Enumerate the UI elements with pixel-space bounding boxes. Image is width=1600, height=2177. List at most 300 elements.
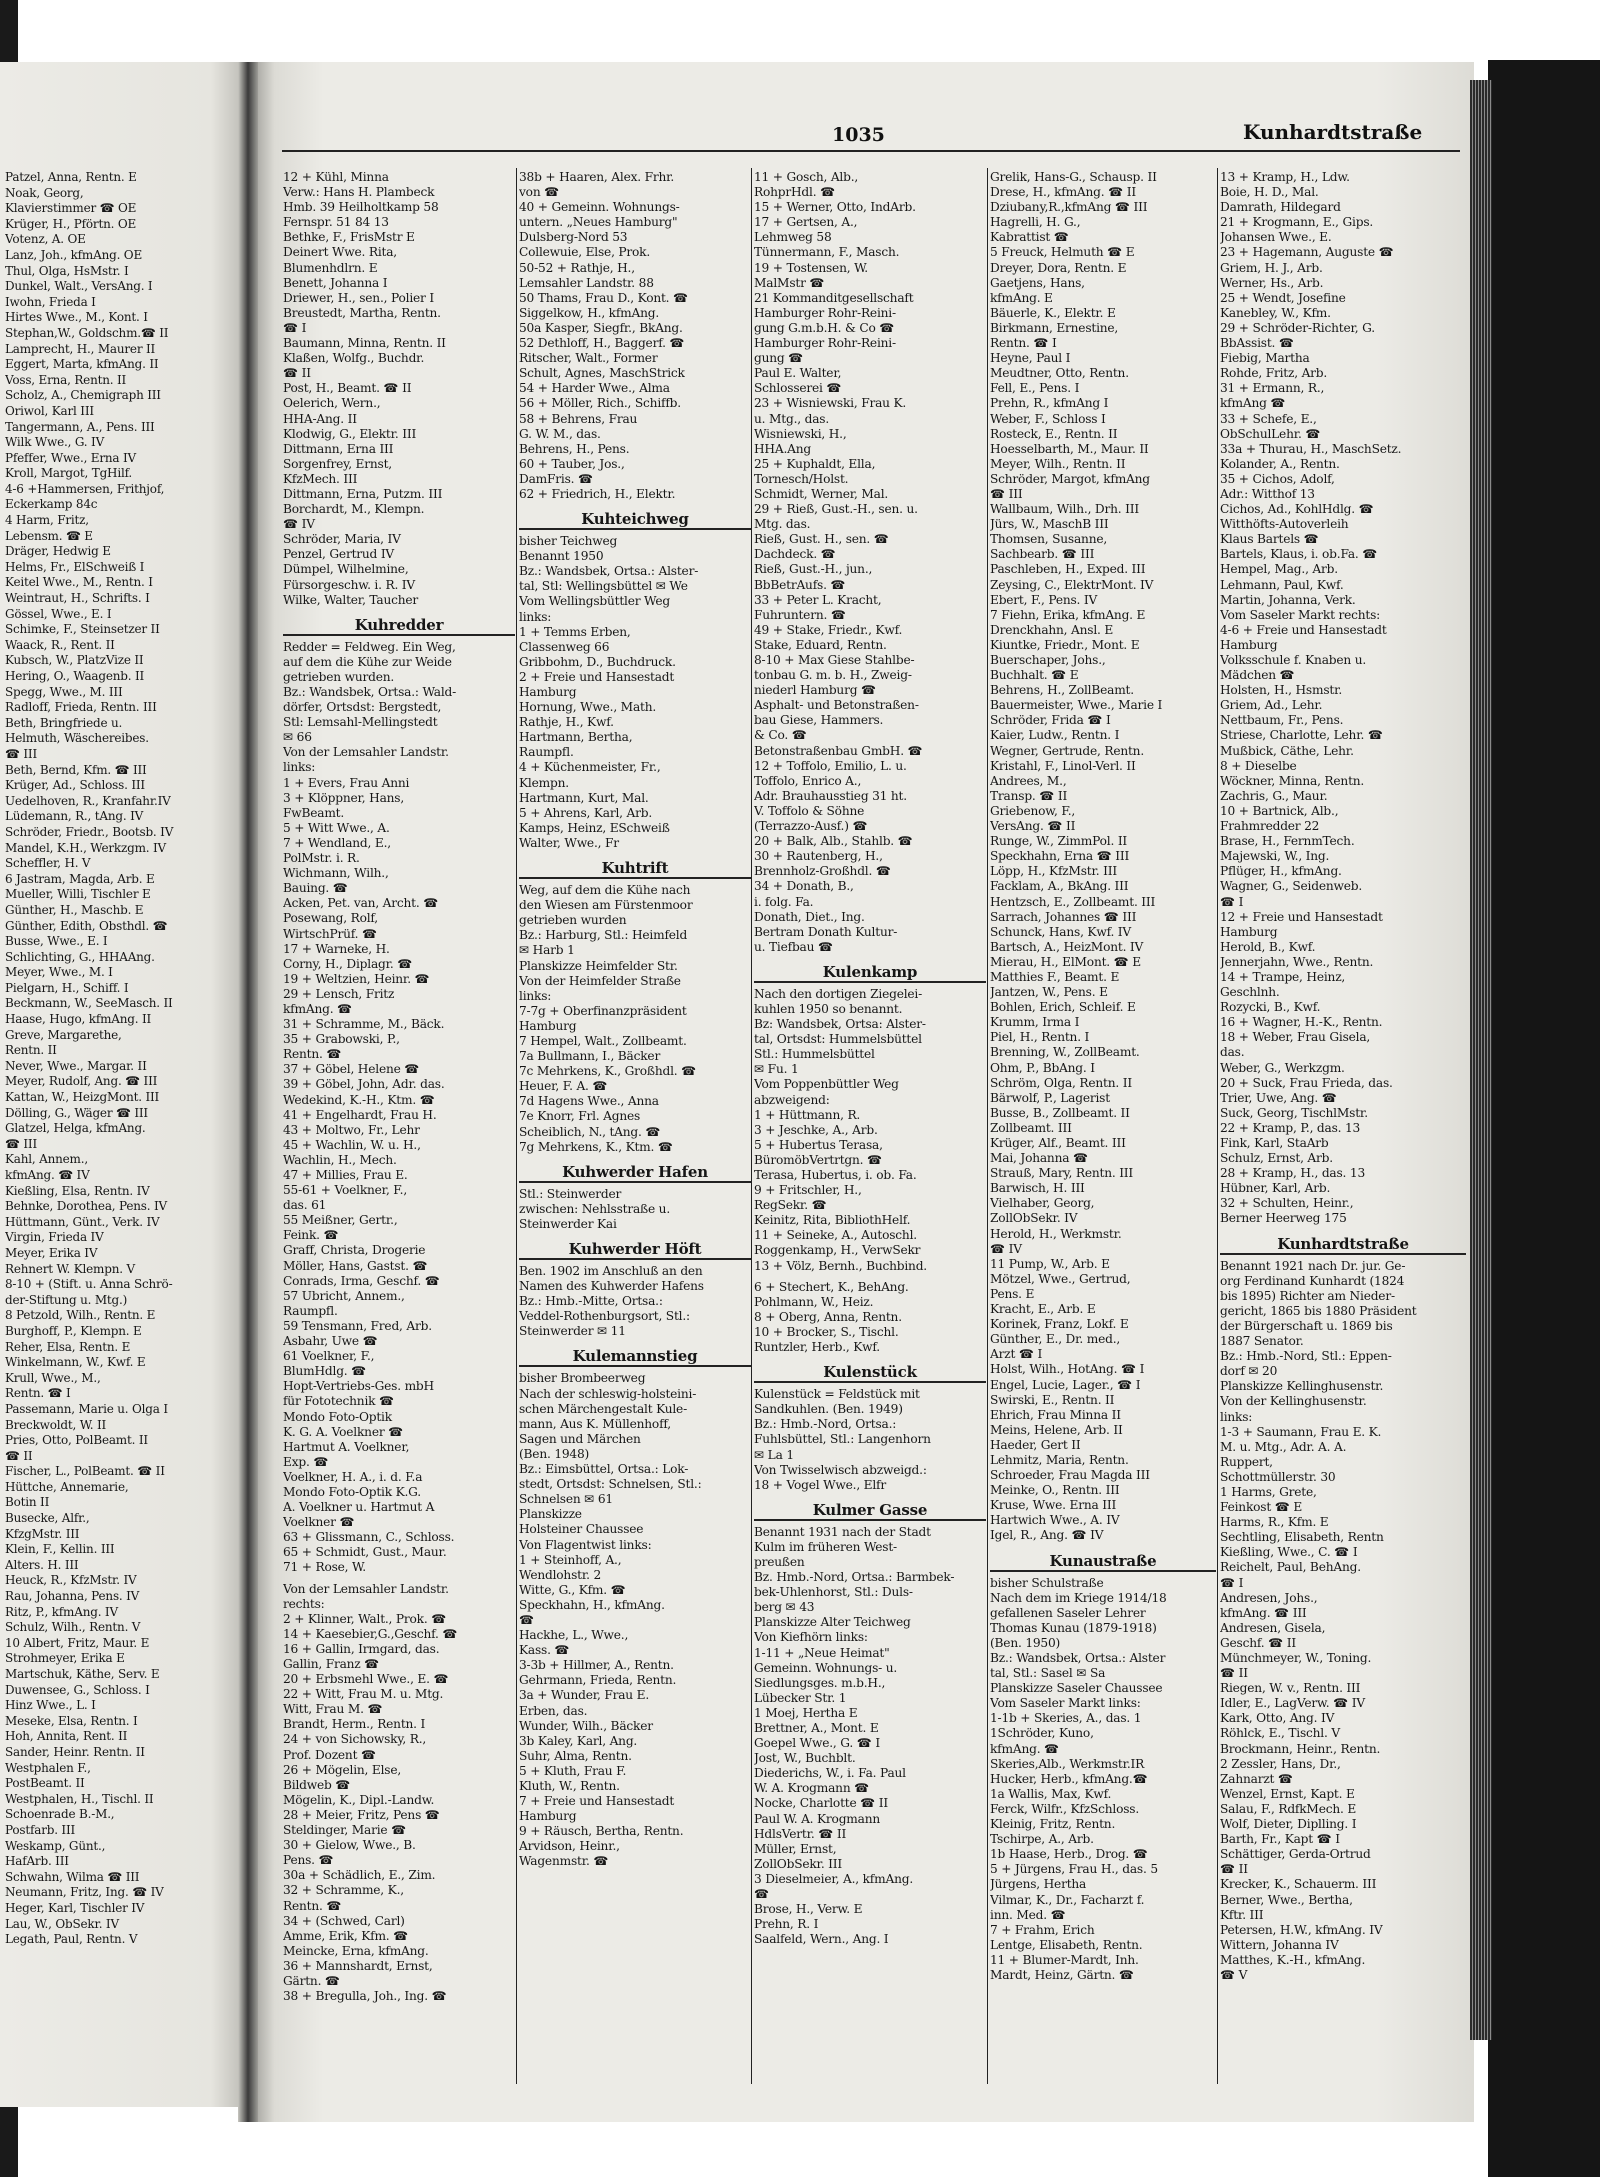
column-rule — [751, 168, 752, 2084]
directory-entry: Idler, E., LagVerw. ☎ IV — [1220, 1696, 1365, 1711]
directory-entry: Fink, Karl, StaArb — [1220, 1136, 1329, 1150]
directory-entry: 13 + Völz, Bernh., Buchbind. — [754, 1258, 927, 1273]
directory-entry: Matthies F., Beamt. E — [990, 969, 1120, 984]
directory-entry: 36 + Mannshardt, Ernst, — [283, 1958, 433, 1973]
street-note: Vom Poppenbüttler Weg — [754, 1077, 899, 1092]
directory-entry: Waack, R., Rent. II — [5, 637, 115, 652]
directory-entry: kfmAng. E — [990, 290, 1053, 305]
directory-entry: Schunck, Hans, Kwf. IV — [990, 924, 1132, 939]
directory-entry: 58 + Behrens, Frau — [519, 411, 638, 426]
directory-entry: von ☎ — [519, 185, 560, 200]
directory-entry: Vielhaber, Georg, — [990, 1196, 1095, 1211]
directory-entry: 1-3 + Saumann, Frau E. K. — [1220, 1424, 1382, 1439]
street-note: Bz. Hmb.-Nord, Ortsa.: Barmbek- — [754, 1570, 955, 1585]
spacer — [283, 608, 515, 614]
street-heading: Kunhardtstraße — [1220, 1235, 1466, 1255]
directory-entry: 1 + Temms Erben, — [519, 624, 631, 639]
spacer — [519, 1339, 751, 1345]
directory-entry: 1b Haase, Herb., Drog. ☎ — [990, 1847, 1148, 1862]
directory-entry: Voelkner, H. A., i. d. F.a — [283, 1469, 423, 1484]
directory-entry: 25 + Wendt, Josefine — [1220, 290, 1346, 305]
street-note: Nach der schleswig-holsteini- — [519, 1386, 697, 1401]
directory-entry: getrieben wurden. — [283, 669, 395, 684]
directory-entry: Fernspr. 51 84 13 — [283, 215, 389, 230]
street-note: Weg, auf dem die Kühe nach — [519, 883, 691, 898]
directory-entry: Amme, Erik, Kfm. ☎ — [283, 1928, 409, 1943]
directory-entry: Herold, H., Werkmstr. — [990, 1226, 1122, 1241]
directory-entry: Eckerkamp 84c — [5, 497, 98, 512]
directory-entry: Rentn. ☎ I — [5, 1386, 71, 1401]
street-note: Planskizze Kellinghusenstr. — [1220, 1379, 1384, 1394]
directory-entry: Patzel, Anna, Rentn. E — [5, 170, 137, 184]
directory-entry: Ruppert, — [1220, 1454, 1273, 1469]
directory-entry: Votenz, A. OE — [5, 232, 86, 247]
page-number: 1035 — [832, 124, 885, 146]
directory-entry: Witthöfts-Autoverleih — [1220, 517, 1349, 532]
directory-entry: ZollObSekr. IV — [990, 1211, 1078, 1226]
directory-entry: Dittmann, Erna, Putzm. III — [283, 486, 443, 501]
directory-entry: kfmAng. ☎ IV — [5, 1168, 90, 1182]
directory-entry: Meincke, Erna, kfmAng. — [283, 1943, 429, 1958]
directory-entry: Röhlck, E., Tischl. V — [1220, 1726, 1340, 1741]
directory-entry: Suhr, Alma, Rentn. — [519, 1748, 632, 1763]
directory-entry: Schlosserei ☎ — [754, 381, 842, 396]
directory-entry: Kroll, Margot, TgHilf. — [5, 466, 133, 481]
directory-entry: Scheffler, H. V — [5, 856, 91, 871]
directory-entry: 21 Kommanditgesellschaft — [754, 290, 914, 305]
directory-entry: Diederichs, W., i. Fa. Paul — [754, 1766, 906, 1781]
directory-entry: Klaus Bartels ☎ — [1220, 532, 1319, 547]
directory-entry: Virgin, Frieda IV — [5, 1230, 104, 1245]
directory-entry: ☎ — [754, 1887, 769, 1902]
directory-entry: 7a Bullmann, I., Bäcker — [519, 1049, 661, 1064]
directory-entry: Strohmeyer, Erika E — [5, 1651, 125, 1666]
directory-entry: Schröder, Margot, kfmAng — [990, 471, 1150, 486]
directory-entry: Wachlin, H., Mech. — [283, 1152, 397, 1167]
directory-entry: Arvidson, Heinr., — [519, 1839, 620, 1854]
directory-entry: ☎ I — [283, 320, 307, 335]
directory-entry: Brandt, Herm., Rentn. I — [283, 1717, 426, 1732]
directory-entry: Raumpfl. — [283, 1303, 338, 1318]
directory-entry: 55-61 + Voelkner, F., — [283, 1183, 408, 1198]
directory-entry: Busse, B., Zollbeamt. II — [990, 1105, 1130, 1120]
directory-entry: Bäuerle, K., Elektr. E — [990, 305, 1116, 320]
directory-entry: Corny, H., Diplagr. ☎ — [283, 956, 413, 971]
directory-entry: Schult, Agnes, MaschStrick — [519, 366, 685, 381]
directory-entry: 5 Freuck, Helmuth ☎ E — [990, 245, 1135, 260]
directory-entry: Meins, Helene, Arb. II — [990, 1422, 1123, 1437]
spacer — [519, 1155, 751, 1161]
directory-entry: 12 + Kühl, Minna — [283, 170, 389, 184]
directory-entry: Sander, Heinr. Rentn. II — [5, 1744, 145, 1759]
directory-entry: Mondo Foto-Optik — [283, 1409, 392, 1424]
directory-entry: Bz: Wandsbek, Ortsa: Alster- — [754, 1017, 926, 1032]
directory-entry: HHA-Ang. II — [283, 411, 357, 426]
directory-entry: Drenckhahn, Ansl. E — [990, 622, 1114, 637]
directory-entry: Griem, H. J., Arb. — [1220, 260, 1323, 275]
directory-entry: Hüttmann, Günt., Verk. IV — [5, 1214, 160, 1229]
directory-entry: Piel, H., Rentn. I — [990, 1030, 1090, 1045]
directory-entry: ☎ I — [1220, 894, 1244, 909]
directory-entry: Hamburger Rohr-Reini- — [754, 336, 896, 351]
directory-entry: 4-6 +Hammersen, Frithjof, — [5, 481, 165, 496]
directory-entry: Busse, Wwe., E. I — [5, 934, 108, 949]
directory-entry: 15 + Werner, Otto, IndArb. — [754, 200, 916, 215]
directory-entry: Wittern, Johanna IV — [1220, 1937, 1339, 1952]
directory-entry: Salau, F., RdfkMech. E — [1220, 1801, 1357, 1816]
street-note: Von der Lemsahler Landstr. — [283, 745, 449, 760]
directory-entry: Meyer, Wwe., M. I — [5, 965, 113, 980]
directory-entry: Botin II — [5, 1495, 50, 1510]
directory-entry: Alters. H. III — [5, 1557, 79, 1572]
directory-entry: Dreyer, Dora, Rentn. E — [990, 260, 1127, 275]
column-rule — [1217, 168, 1218, 2084]
directory-entry: Zollbeamt. III — [990, 1120, 1072, 1135]
directory-entry: 8 + Oberg, Anna, Rentn. — [754, 1309, 902, 1324]
directory-entry: berg ✉ 43 — [754, 1600, 815, 1615]
directory-entry: Wöckner, Minna, Rentn. — [1220, 773, 1365, 788]
spacer — [1220, 1227, 1466, 1233]
directory-entry: Barwisch, H. III — [990, 1181, 1085, 1196]
street-note: Bz.: Wandsbek, Ortsa.: Alster- — [519, 564, 699, 579]
directory-entry: 38b + Haaren, Alex. Frhr. — [519, 170, 675, 184]
directory-entry: Lehmitz, Maria, Rentn. — [990, 1452, 1129, 1467]
directory-entry: Radloff, Frieda, Rentn. III — [5, 700, 157, 715]
directory-entry: 71 + Rose, W. — [283, 1560, 366, 1575]
directory-entry: 29 + Schröder-Richter, G. — [1220, 320, 1375, 335]
directory-entry: 23 + Hagemann, Auguste ☎ — [1220, 245, 1394, 260]
directory-entry: Engel, Lucie, Lager., ☎ I — [990, 1377, 1141, 1392]
directory-entry: Schulz, Ernst, Arb. — [1220, 1151, 1333, 1166]
street-note: Von der Lemsahler Landstr. — [283, 1581, 449, 1596]
directory-entry: Lübecker Str. 1 — [754, 1690, 847, 1705]
directory-entry: Keitel Wwe., M., Rentn. I — [5, 575, 153, 590]
directory-entry: Nettbaum, Fr., Pens. — [1220, 713, 1344, 728]
directory-entry: Toffolo, Enrico A., — [754, 773, 862, 788]
directory-column-5 — [1220, 170, 1466, 2100]
street-note: Bz.: Hmb.-Mitte, Ortsa.: — [519, 1294, 663, 1309]
street-note: Von Flagentwist links: — [519, 1537, 652, 1552]
directory-entry: das. — [1220, 1045, 1245, 1060]
directory-entry: bis 1895) Richter am Nieder- — [1220, 1288, 1395, 1303]
directory-entry: 1 Moej, Hertha E — [754, 1705, 858, 1720]
directory-entry: Post, H., Beamt. ☎ II — [283, 381, 412, 396]
directory-column-1 — [283, 170, 515, 2100]
directory-entry: Collewuie, Else, Prok. — [519, 245, 651, 260]
directory-entry: 37 + Göbel, Helene ☎ — [283, 1062, 420, 1077]
directory-entry: Fell, E., Pens. I — [990, 381, 1080, 396]
directory-entry: Breustedt, Martha, Rentn. — [283, 305, 441, 320]
directory-entry: Brennholz-Großhdl. ☎ — [754, 864, 891, 879]
directory-entry: Stephan,W., Goldschm.☎ II — [5, 325, 169, 340]
directory-entry: Schröder, Maria, IV — [283, 532, 401, 547]
directory-entry: Uedelhoven, R., Kranfahr.IV — [5, 793, 171, 808]
directory-entry: Kanebley, W., Kfm. — [1220, 305, 1331, 320]
directory-entry: Kattan, W., HeizgMont. III — [5, 1090, 160, 1105]
directory-entry: Betonstraßenbau GmbH. ☎ — [754, 743, 923, 758]
directory-entry: 33 + Schefe, E., — [1220, 411, 1317, 426]
directory-entry: Gärtn. ☎ — [283, 1973, 340, 1988]
directory-entry: Stl: Lemsahl-Mellingstedt — [283, 715, 438, 730]
directory-entry: Klavierstimmer ☎ OE — [5, 201, 137, 216]
directory-entry: Hagrelli, H. G., — [990, 215, 1081, 230]
directory-entry: FwBeamt. — [283, 805, 345, 820]
directory-entry: Stl.: Hummelsbüttel — [754, 1047, 875, 1062]
directory-entry: 8-10 + Max Giese Stahlbe- — [754, 653, 915, 667]
directory-entry: 10 Albert, Fritz, Maur. E — [5, 1635, 150, 1650]
directory-entry: Schulz, Wilh., Rentn. V — [5, 1620, 141, 1635]
directory-entry: & Co. ☎ — [754, 728, 807, 743]
directory-entry: 7g Mehrkens, K., Ktm. ☎ — [519, 1139, 673, 1154]
directory-entry: Meyer, Wilh., Rentn. II — [990, 456, 1126, 471]
directory-entry: 7 + Wendland, E., — [283, 835, 391, 850]
directory-entry: Bauing. ☎ — [283, 881, 348, 896]
directory-entry: Meseke, Elsa, Rentn. I — [5, 1713, 138, 1728]
directory-entry: Kahl, Annem., — [5, 1152, 88, 1167]
directory-entry: Mueller, Willi, Tischler E — [5, 887, 151, 902]
directory-entry: Lau, W., ObSekr. IV — [5, 1916, 119, 1931]
directory-entry: Griebenow, F., — [990, 803, 1076, 818]
directory-entry: Fuhlsbüttel, Stl.: Langenhorn — [754, 1432, 931, 1447]
directory-entry: Voelkner ☎ — [283, 1515, 355, 1530]
directory-entry: 9 + Räusch, Bertha, Rentn. — [519, 1824, 684, 1839]
directory-entry: Heger, Karl, Tischler IV — [5, 1900, 145, 1915]
directory-entry: Zahnarzt ☎ — [1220, 1771, 1293, 1786]
street-note: Bz.: Hmb.-Nord, Stl.: Eppen- — [1220, 1349, 1392, 1364]
street-note: Von Kiefhörn links: — [754, 1630, 868, 1645]
directory-entry: Siedlungsges. m.b.H., — [754, 1675, 886, 1690]
directory-entry: Deinert Wwe. Rita, — [283, 245, 397, 260]
directory-entry: 4 + Küchenmeister, Fr., — [519, 760, 661, 775]
column-rule — [516, 168, 517, 2084]
directory-entry: Kubsch, W., PlatzVize II — [5, 653, 144, 668]
spacer — [754, 1355, 986, 1361]
directory-entry: Transp. ☎ II — [990, 788, 1068, 803]
directory-entry: ☎ V — [1220, 1967, 1248, 1982]
directory-entry: K. G. A. Voelkner ☎ — [283, 1424, 404, 1439]
directory-entry: 20 + Balk, Alb., Stahlb. ☎ — [754, 834, 913, 849]
directory-entry: ☎ II — [1220, 1666, 1248, 1681]
directory-entry: 22 + Witt, Frau M. u. Mtg. — [283, 1687, 444, 1702]
directory-entry: Hinz Wwe., L. I — [5, 1698, 96, 1713]
directory-entry: Hackhe, L., Wwe., — [519, 1628, 629, 1643]
directory-entry: tal, Stl.: Sasel ✉ Sa — [990, 1666, 1106, 1681]
directory-entry: Hamburg — [519, 685, 577, 699]
directory-entry: Hartmut A. Voelkner, — [283, 1439, 410, 1454]
directory-entry: Herold, B., Kwf. — [1220, 939, 1316, 954]
directory-entry: 54 + Harder Wwe., Alma — [519, 381, 670, 396]
directory-entry: Damrath, Hildegard — [1220, 200, 1341, 215]
directory-entry: 28 + Meier, Fritz, Pens ☎ — [283, 1807, 440, 1822]
directory-entry: Kießling, Elsa, Rentn. IV — [5, 1183, 150, 1198]
directory-entry: Günther, E., Dr. med., — [990, 1332, 1121, 1347]
directory-entry: Pielgarn, H., Schiff. I — [5, 980, 129, 995]
directory-entry: 14 + Trampe, Heinz, — [1220, 969, 1346, 984]
directory-entry: Kolander, A., Rentn. — [1220, 456, 1340, 471]
directory-entry: Hentzsch, E., Zollbeamt. III — [990, 894, 1156, 909]
directory-entry: 3a + Wunder, Frau E. — [519, 1688, 650, 1703]
directory-entry: Lemsahler Landstr. 88 — [519, 275, 654, 290]
directory-entry: Dunkel, Walt., VersAng. I — [5, 279, 153, 294]
directory-entry: Sorgenfrey, Ernst, — [283, 456, 392, 471]
directory-entry: Rentn. II — [5, 1043, 57, 1058]
directory-entry: links: — [519, 988, 552, 1003]
directory-entry: Haase, Hugo, kfmAng. II — [5, 1012, 152, 1027]
directory-entry: M. u. Mtg., Adr. A. A. — [1220, 1439, 1347, 1454]
directory-entry: 22 + Kramp, P., das. 13 — [1220, 1120, 1361, 1135]
directory-entry: Kruse, Wwe. Erna III — [990, 1498, 1117, 1513]
directory-entry: 30 + Rautenberg, H., — [754, 849, 883, 864]
directory-entry: tal, Ortsdst: Hummelsbüttel — [754, 1032, 922, 1047]
directory-entry: Mai, Johanna ☎ — [990, 1151, 1088, 1166]
directory-entry: Kamps, Heinz, ESchweiß — [519, 820, 670, 835]
directory-entry: 18 + Weber, Frau Gisela, — [1220, 1030, 1371, 1045]
directory-entry: Kulm im früheren West- — [754, 1539, 897, 1554]
directory-entry: abzweigend: — [754, 1092, 830, 1107]
directory-entry: 11 + Blumer-Mardt, Inh. — [990, 1952, 1139, 1967]
directory-entry: Steldinger, Marie ☎ — [283, 1823, 407, 1838]
directory-entry: Schröder, Friedr., Bootsb. IV — [5, 824, 174, 839]
directory-entry: Petersen, H.W., kfmAng. IV — [1220, 1922, 1383, 1937]
street-note: Planskizze Alter Teichweg — [754, 1615, 911, 1630]
directory-entry: Rieß, Gust. H., sen. ☎ — [754, 532, 889, 547]
directory-entry: Hering, O., Waagenb. II — [5, 669, 145, 683]
directory-entry: 4 Harm, Fritz, — [5, 513, 89, 528]
directory-entry: Rentn. ☎ — [283, 1047, 342, 1062]
directory-entry: Bartsch, A., HeizMont. IV — [990, 939, 1144, 954]
directory-entry: 5 + Jürgens, Frau H., das. 5 — [990, 1862, 1158, 1877]
directory-entry: Breckwoldt, W. II — [5, 1417, 107, 1432]
directory-entry: Wallbaum, Wilh., Drh. III — [990, 502, 1139, 517]
directory-entry: Kluth, W., Rentn. — [519, 1779, 620, 1793]
directory-entry: Lebensm. ☎ E — [5, 528, 93, 543]
directory-entry: Weber, F., Schloss I — [990, 411, 1106, 426]
directory-entry: Winkelmann, W., Kwf. E — [5, 1355, 146, 1370]
directory-entry: 47 + Millies, Frau E. — [283, 1168, 408, 1182]
directory-entry: Kftr. III — [1220, 1907, 1264, 1922]
directory-entry: Swirski, E., Rentn. II — [990, 1392, 1115, 1407]
directory-entry: 16 + Wagner, H.-K., Rentn. — [1220, 1015, 1383, 1030]
directory-entry: niederl Hamburg ☎ — [754, 683, 876, 698]
directory-entry: Gallin, Franz ☎ — [283, 1657, 380, 1671]
directory-entry: den Wiesen am Fürstenmoor — [519, 898, 693, 913]
directory-entry: HdlsVertr. ☎ II — [754, 1826, 847, 1841]
street-heading: Kuhredder — [283, 616, 515, 636]
directory-entry: 33a + Thurau, H., MaschSetz. — [1220, 441, 1402, 456]
street-heading: Kuhteichweg — [519, 510, 751, 530]
directory-entry: bek-Uhlenhorst, Stl.: Duls- — [754, 1585, 913, 1600]
directory-entry: Helms, Fr., ElSchweiß I — [5, 559, 145, 574]
street-heading: Kunaustraße — [990, 1552, 1216, 1572]
street-note: Vom Saseler Markt rechts: — [1220, 607, 1381, 622]
directory-entry: ✉ La 1 — [754, 1447, 794, 1462]
directory-entry: VersAng. ☎ II — [990, 819, 1076, 834]
directory-entry: Veddel-Rothenburgsort, Stl.: — [519, 1309, 690, 1324]
directory-entry: Korinek, Franz, Lokf. E — [990, 1317, 1129, 1332]
directory-entry: 52 Dethloff, H., Baggerf. ☎ — [519, 336, 685, 351]
directory-entry: 56 + Möller, Rich., Schiffb. — [519, 396, 681, 411]
directory-entry: Feinkost ☎ E — [1220, 1500, 1303, 1515]
directory-entry: 50a Kasper, Siegfr., BkAng. — [519, 320, 683, 335]
directory-entry: 50 Thams, Frau D., Kont. ☎ — [519, 290, 689, 305]
directory-entry: Keinitz, Rita, BibliothHelf. — [754, 1213, 911, 1228]
directory-entry: Brose, H., Verw. E — [754, 1902, 863, 1917]
directory-entry: Gemeinn. Wohnungs- u. — [754, 1660, 898, 1675]
directory-entry: Weskamp, Günt., — [5, 1838, 106, 1853]
directory-entry: Sechtling, Elisabeth, Rentn — [1220, 1530, 1384, 1545]
directory-entry: Scholz, A., Chemigraph III — [5, 388, 161, 403]
directory-entry: 23 + Wisniewski, Frau K. — [754, 396, 907, 411]
directory-entry: Buerschaper, Johs., — [990, 653, 1106, 667]
spacer — [990, 1544, 1216, 1550]
directory-entry: Schröm, Olga, Rentn. II — [990, 1075, 1132, 1090]
directory-entry: Runge, W., ZimmPol. II — [990, 834, 1128, 849]
directory-entry: 3 + Jeschke, A., Arb. — [754, 1122, 878, 1137]
directory-entry: Pfeffer, Wwe., Erna IV — [5, 450, 136, 465]
directory-entry: 35 + Cichos, Adolf, — [1220, 471, 1335, 486]
street-heading: Kulenstück — [754, 1363, 986, 1383]
directory-entry: Wilk Wwe., G. IV — [5, 435, 105, 450]
directory-entry: Helmuth, Wäschereibes. — [5, 731, 149, 746]
directory-entry: Krüger, Alf., Beamt. III — [990, 1136, 1126, 1150]
directory-entry: Behrens, H., ZollBeamt. — [990, 683, 1134, 698]
street-note: bisher Teichweg — [519, 534, 618, 549]
directory-entry: Harms, R., Kfm. E — [1220, 1515, 1329, 1530]
directory-entry: für Fototechnik ☎ — [283, 1394, 394, 1409]
directory-entry: Münchmeyer, W., Toning. — [1220, 1651, 1372, 1665]
directory-entry: 1Schröder, Kuno, — [990, 1726, 1094, 1741]
directory-entry: Mierau, H., ElMont. ☎ E — [990, 954, 1141, 969]
directory-entry: Klein, F., Kellin. III — [5, 1542, 115, 1557]
street-note: Benannt 1950 — [519, 549, 604, 564]
directory-entry: Westphalen, H., Tischl. II — [5, 1791, 154, 1806]
directory-column-2 — [519, 170, 751, 2100]
directory-entry: Hempel, Mag., Arb. — [1220, 562, 1338, 577]
directory-entry: gefallenen Saseler Lehrer — [990, 1605, 1146, 1620]
directory-entry: Mardt, Heinz, Gärtn. ☎ — [990, 1967, 1134, 1982]
directory-entry: Reichelt, Paul, BehAng. — [1220, 1560, 1361, 1575]
street-note: Bz.: Wandsbek, Ortsa.: Wald- — [283, 685, 457, 699]
directory-entry: Nocke, Charlotte ☎ II — [754, 1796, 889, 1811]
directory-entry: 31 + Schramme, M., Bäck. — [283, 1017, 445, 1032]
street-note: Benannt 1921 nach Dr. jur. Ge- — [1220, 1258, 1406, 1273]
directory-entry: Hamburger Rohr-Reini- — [754, 305, 896, 320]
running-head: Kunhardtstraße — [1243, 120, 1423, 144]
directory-entry: Lüdemann, R., tAng. IV — [5, 809, 144, 824]
directory-entry: Boie, H. D., Mal. — [1220, 185, 1319, 200]
header-rule — [282, 150, 1460, 152]
directory-entry: Schnelsen ✉ 61 — [519, 1492, 613, 1507]
directory-entry: Pohlmann, W., Heiz. — [754, 1294, 874, 1309]
directory-entry: Never, Wwe., Margar. II — [5, 1058, 147, 1073]
directory-entry: kfmAng. ☎ III — [1220, 1605, 1307, 1620]
directory-entry: Adr. Brauhausstieg 31 ht. — [754, 788, 907, 803]
directory-entry: preußen — [754, 1554, 805, 1569]
directory-entry: schen Märchengestalt Kule- — [519, 1401, 687, 1416]
directory-entry: kfmAng ☎ — [1220, 396, 1286, 411]
directory-entry: Dittmann, Erna III — [283, 441, 394, 456]
directory-entry: 34 + (Schwed, Carl) — [283, 1913, 405, 1928]
directory-entry: Reher, Elsa, Rentn. E — [5, 1339, 131, 1354]
directory-entry: Wenzel, Ernst, Kapt. E — [1220, 1786, 1355, 1801]
directory-entry: (Terrazzo-Ausf.) ☎ — [754, 819, 868, 834]
directory-entry: Greve, Margarethe, — [5, 1027, 122, 1042]
directory-entry: Schättiger, Gerda-Ortrud — [1220, 1847, 1371, 1862]
directory-column-left-page — [5, 170, 238, 2100]
directory-entry: Adr.: Witthof 13 — [1220, 486, 1315, 501]
directory-entry: Acken, Pet. van, Archt. ☎ — [283, 896, 439, 911]
directory-entry: 7 + Frahm, Erich — [990, 1922, 1095, 1937]
